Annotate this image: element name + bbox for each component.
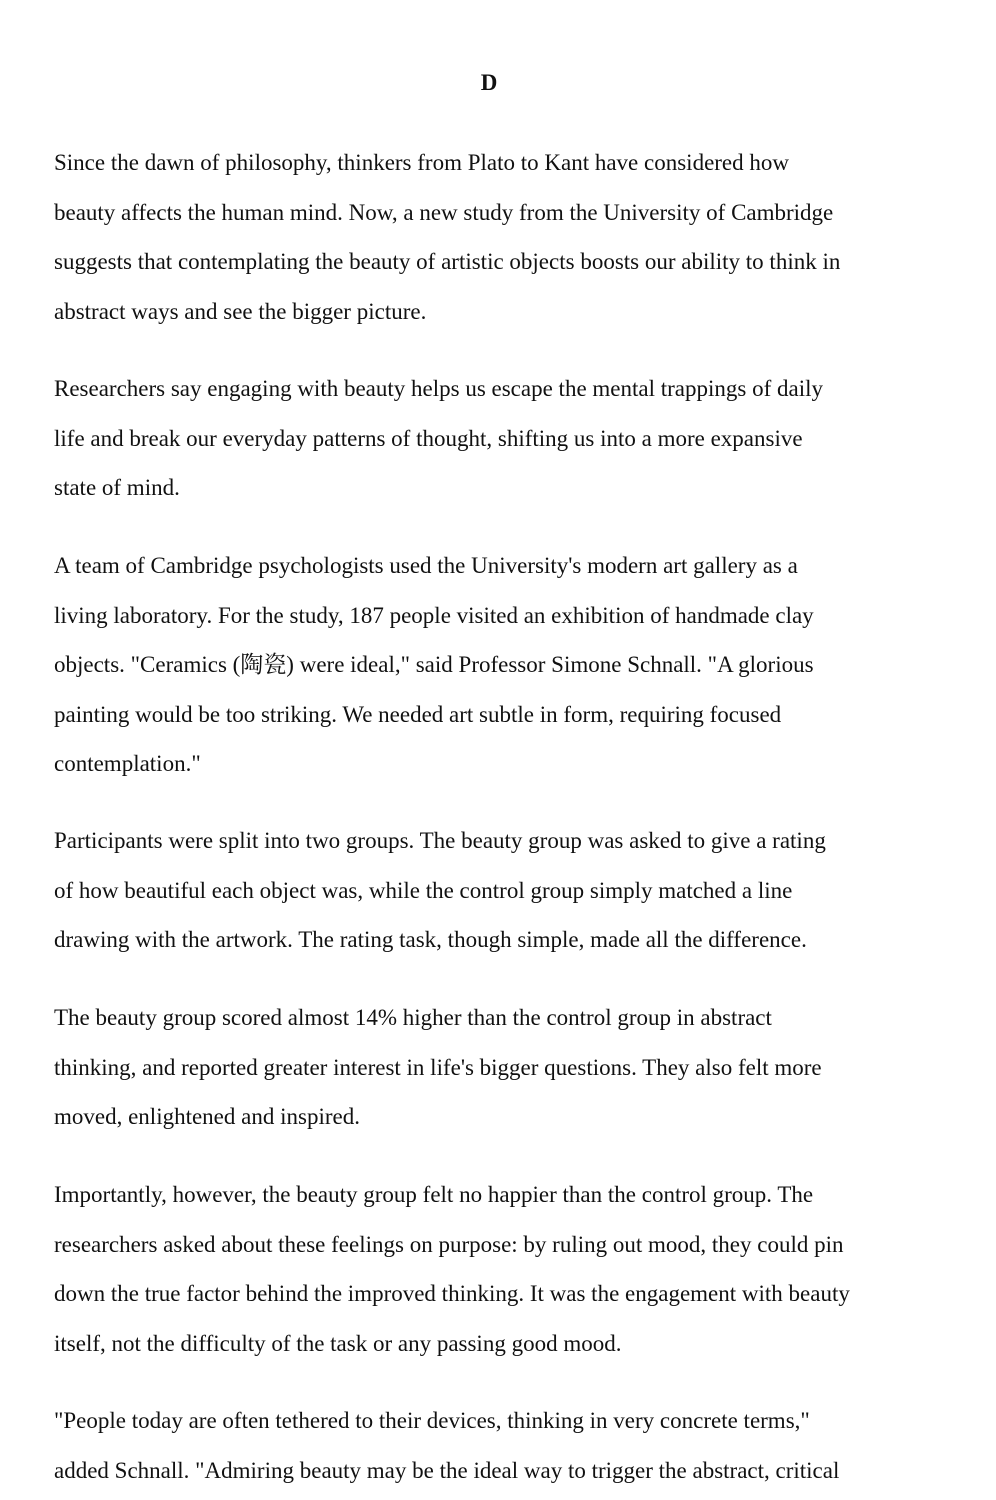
paragraph-line: Participants were split into two groups. The beauty group was asked to give a rating [54,828,826,853]
paragraph-4 [54,816,826,965]
paragraph-line: of how beautiful each object was, while the control group simply matched a line [54,877,793,903]
paragraph-line: researchers asked about these feelings on purpose: by ruling out mood, they could pin [54,1231,844,1257]
paragraph-line: drawing with the artwork. The rating task, though simple, made all the difference. [54,927,807,952]
paragraph-line: state of mind. [54,475,180,500]
paragraph-line: Since the dawn of philosophy, thinkers from Plato to Kant have considered how [54,150,790,175]
paragraph-3 [54,541,814,789]
paragraph-line: living laboratory. For the study, 187 people visited an exhibition of handmade clay [54,602,814,628]
paragraph-1 [54,138,840,336]
paragraph-line: down the true factor behind the improved thinking. It was the engagement with beauty [54,1281,850,1306]
paragraph-line: suggests that contemplating the beauty of artistic objects boosts our ability to think in [54,249,841,274]
paragraph-line: added Schnall. "Admiring beauty may be the ideal way to trigger the abstract, critical [54,1457,840,1483]
paragraph-line: The beauty group scored almost 14% higher than the control group in abstract [54,1005,772,1030]
paragraph-line: thinking, and reported greater interest in life's bigger questions. They also felt more [54,1054,822,1080]
paragraph-line: abstract ways and see the bigger picture. [54,298,427,324]
paragraph-line: objects. "Ceramics (陶瓷) were ideal," said Professor Simone Schnall. "A glorious [54,652,814,677]
paragraph-2 [54,364,823,513]
paragraph-line: moved, enlightened and inspired. [54,1104,360,1129]
paragraph-line: Importantly, however, the beauty group felt no happier than the control group. The [54,1182,814,1207]
paragraph-line: "People today are often tethered to their devices, thinking in very concrete terms," [54,1408,810,1433]
paragraph-line: contemplation." [54,751,201,776]
paragraph-line: beauty affects the human mind. Now, a new study from the University of Cambridge [54,199,834,225]
paragraph-line: painting would be too striking. We needed art subtle in form, requiring focused [54,701,782,727]
paragraph-line: life and break our everyday patterns of thought, shifting us into a more expansive [54,425,803,451]
paragraph-7 [54,1396,839,1495]
paragraph-5 [54,993,822,1142]
paragraph-line: Researchers say engaging with beauty helps us escape the mental trappings of daily [54,376,823,401]
section-heading: D [480,70,498,95]
paragraph-line: A team of Cambridge psychologists used the University's modern art gallery as a [54,553,798,578]
paragraph-6 [54,1170,850,1368]
paragraph-line: itself, not the difficulty of the task or any passing good mood. [54,1330,622,1356]
